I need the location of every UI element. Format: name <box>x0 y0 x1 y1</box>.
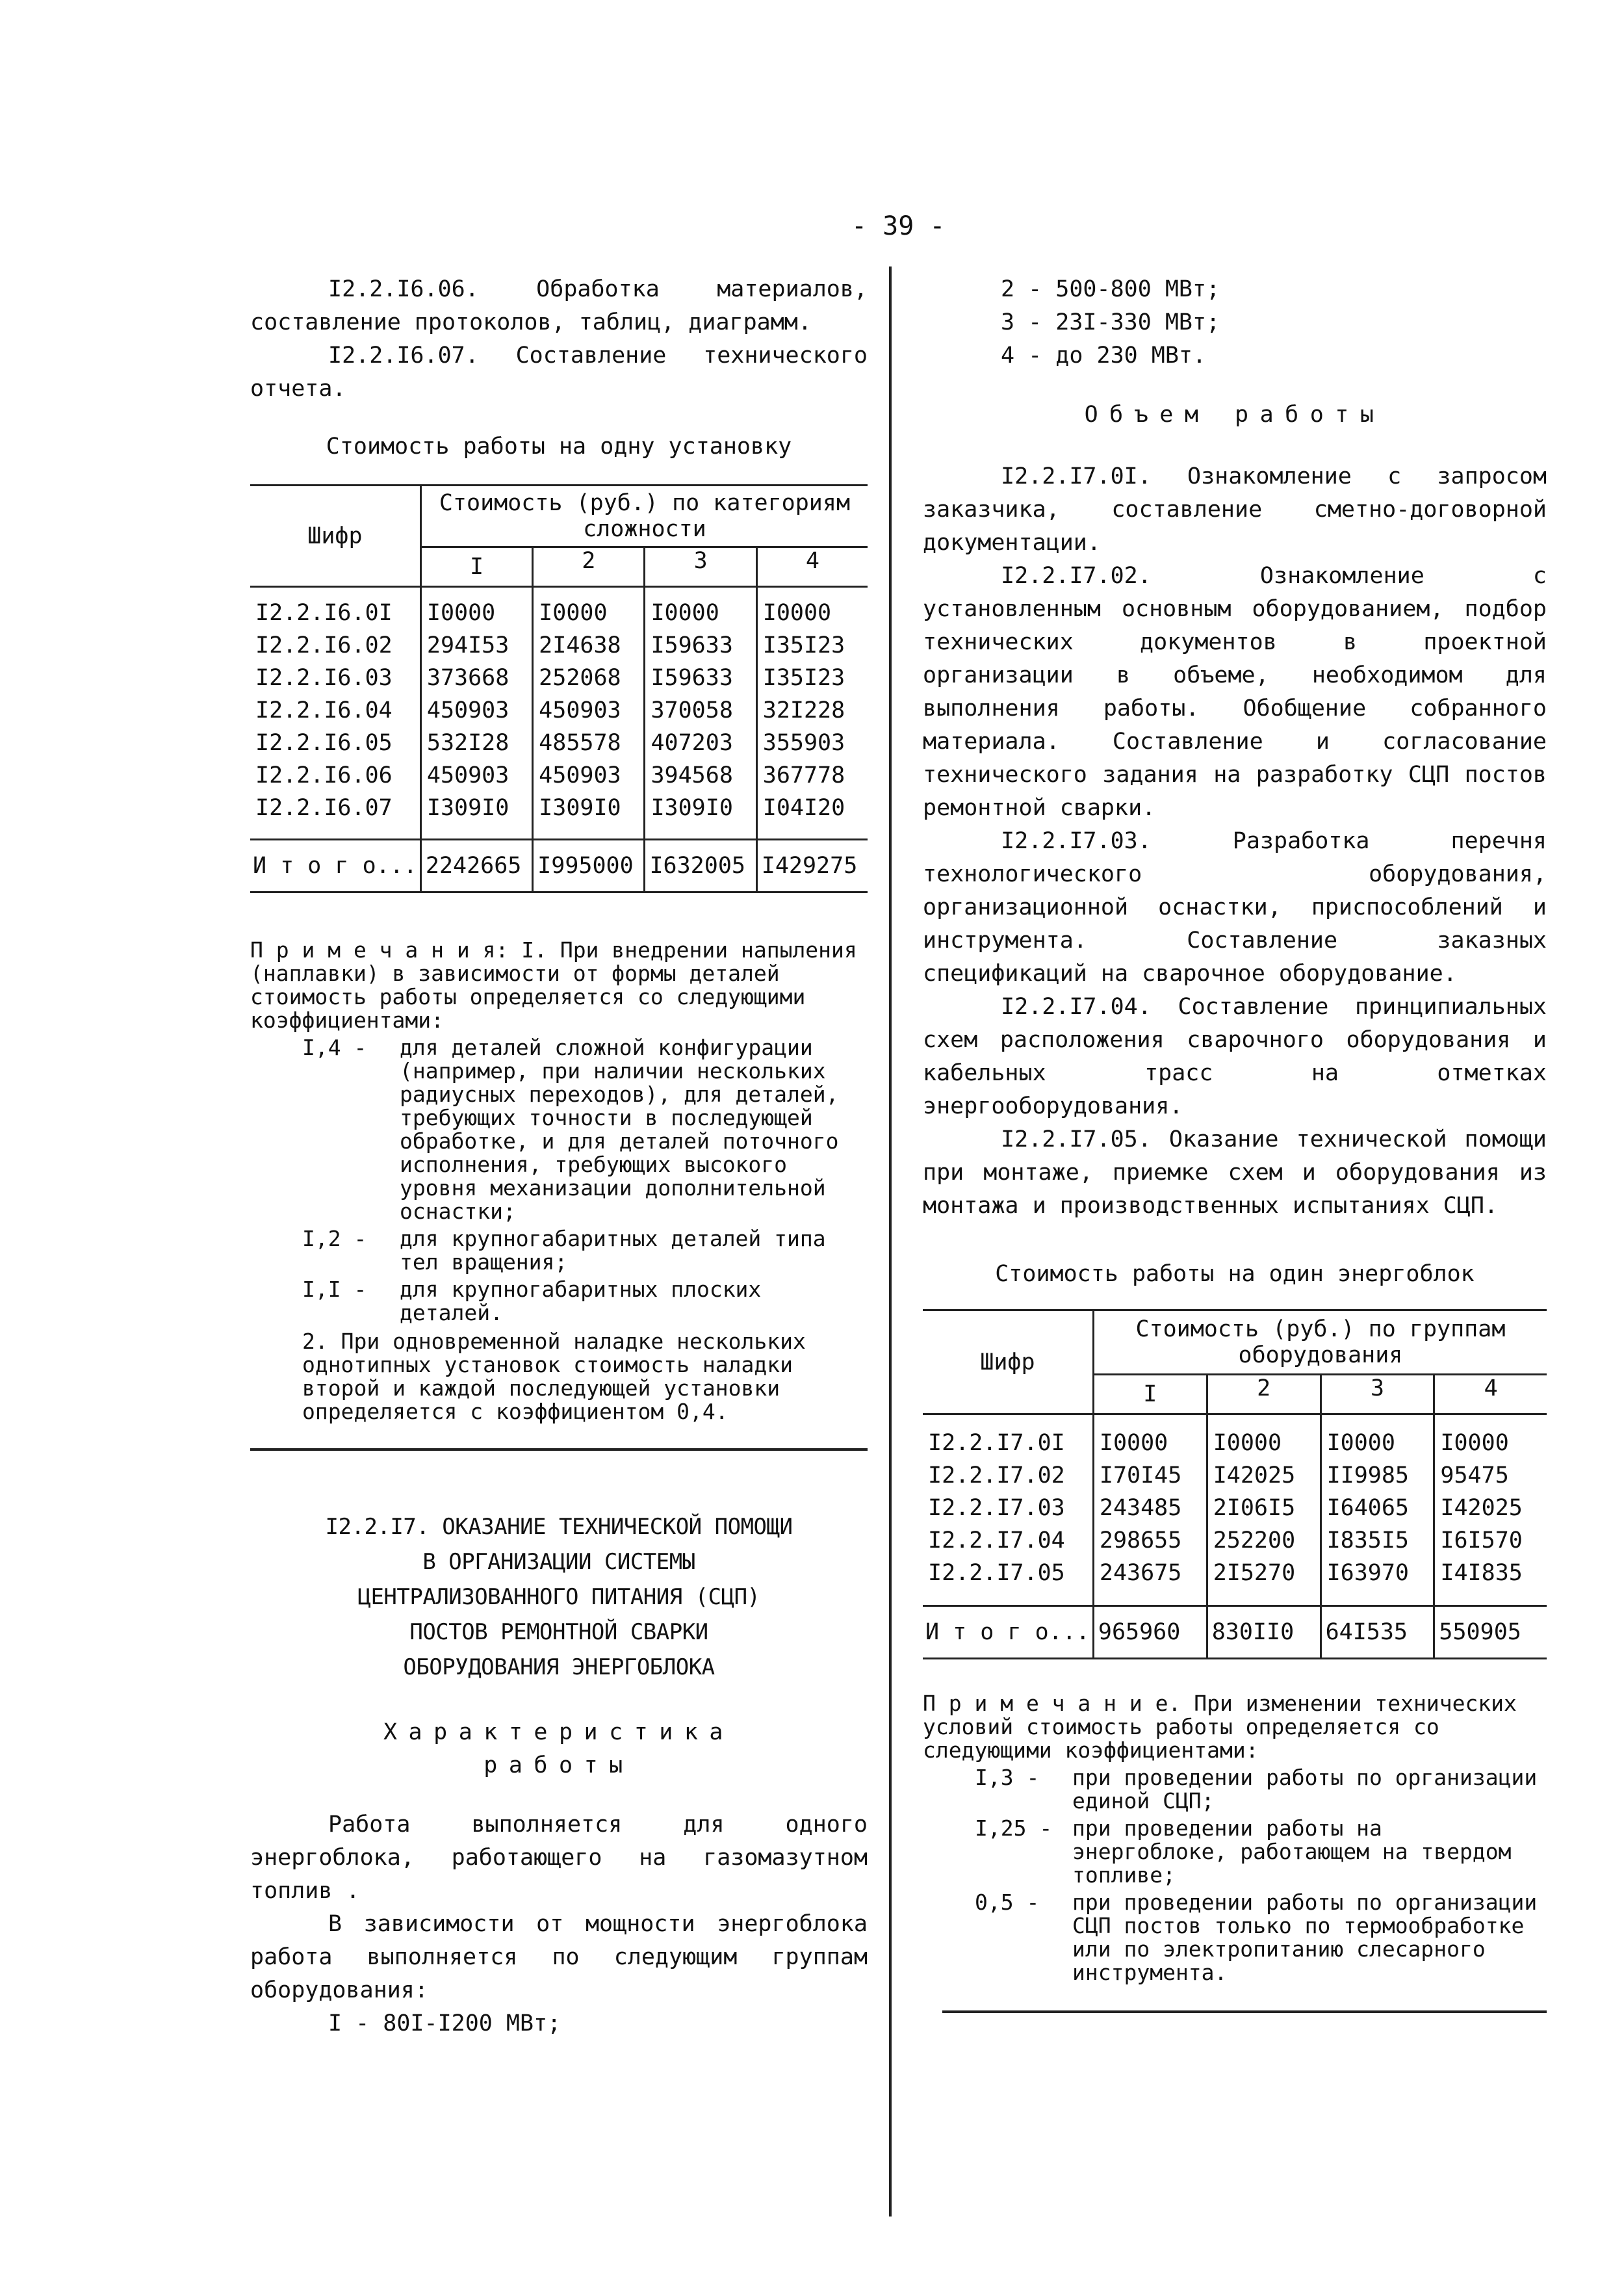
page-number: - 39 - <box>851 211 946 241</box>
section-rule <box>942 2010 1547 2013</box>
characteristics-heading: работы <box>483 1752 634 1778</box>
notes-block <box>250 939 868 1424</box>
row-value: I63970 <box>1321 1557 1434 1606</box>
row-value: I0000 <box>1093 1414 1207 1460</box>
total-value: 830II0 <box>1207 1606 1321 1659</box>
row-value: 450903 <box>533 759 645 792</box>
table-header-category: 3 <box>645 547 756 587</box>
coefficient-text: при проведении работы по организации единой СЦП; <box>1072 1765 1538 1814</box>
total-value: 550905 <box>1434 1606 1547 1659</box>
total-value: I995000 <box>533 840 645 892</box>
table-header-cipher: Шифр <box>923 1310 1093 1414</box>
characteristics-heading: Характеристика <box>383 1719 734 1745</box>
row-value: I4I835 <box>1434 1557 1547 1606</box>
section-title <box>250 1509 868 1685</box>
coefficient-item <box>975 1766 1547 1813</box>
row-value: 2I06I5 <box>1207 1492 1321 1524</box>
coefficient-text: при проведении работы по организации СЦП постов только по термообработке или по электропитанию слесарного инструмента. <box>1072 1890 1538 1985</box>
table-header-category: 4 <box>756 547 868 587</box>
row-value: I0000 <box>1321 1414 1434 1460</box>
scope-item: I2.2.I7.05. Оказание технической помощи при монтаже, приемке схем и оборудования из монтажа и производственных испытаниях СЦП. <box>923 1126 1547 1219</box>
table-header-cipher: Шифр <box>250 486 420 587</box>
coefficient-item <box>302 1036 868 1223</box>
scope-item: I2.2.I7.04. Составление принципиальных схем расположения сварочного оборудования и кабельных трасс на отметках энергооборудования. <box>923 994 1547 1119</box>
table-row <box>250 587 868 630</box>
table-row <box>250 662 868 694</box>
row-code: I2.2.I6.07 <box>250 792 420 840</box>
section-title-line: В ОРГАНИЗАЦИИ СИСТЕМЫ <box>422 1549 695 1575</box>
row-value: 243485 <box>1093 1492 1207 1524</box>
total-value: I429275 <box>756 840 868 892</box>
row-code: I2.2.I7.05 <box>923 1557 1093 1606</box>
row-value: 367778 <box>756 759 868 792</box>
row-value: I0000 <box>420 587 532 630</box>
intro-paragraph: I2.2.I6.06. Обработка материалов, составление протоколов, таблиц, диаграмм. <box>250 276 868 335</box>
coefficient-item <box>302 1227 868 1274</box>
row-value: I59633 <box>645 662 756 694</box>
row-value: I309I0 <box>420 792 532 840</box>
row-code: I2.2.I6.04 <box>255 697 393 723</box>
coefficient-value: I,2 - <box>302 1226 367 1251</box>
row-value: I0000 <box>645 587 756 630</box>
scope-item: I2.2.I7.0I. Ознакомление с запросом заказчика, составление сметно-договорной документации. <box>923 463 1547 556</box>
coefficient-item <box>975 1817 1547 1887</box>
row-value: 355903 <box>756 727 868 759</box>
row-code: I2.2.I6.06 <box>255 762 393 788</box>
cost-table <box>250 484 868 893</box>
section-title-line: I2.2.I7. ОКАЗАНИЕ ТЕХНИЧЕСКОЙ ПОМОЩИ <box>325 1514 793 1540</box>
row-value: 485578 <box>533 727 645 759</box>
row-value: I309I0 <box>645 792 756 840</box>
table-title: Стоимость работы на один энергоблок <box>995 1261 1475 1287</box>
notes-intro: П р и м е ч а н и е. При изменении технических условий стоимость работы определяется со следующими коэффициентами: <box>923 1691 1517 1763</box>
table-total-row <box>923 1606 1547 1659</box>
row-value: 252200 <box>1207 1524 1321 1557</box>
note-2: 2. При одновременной наладке нескольких однотипных установок стоимость наладки второй и каждой последующей установки определяется с коэффициентом 0,4. <box>302 1329 806 1424</box>
row-value: I0000 <box>1207 1414 1321 1460</box>
row-value: I42025 <box>1207 1459 1321 1492</box>
row-code: I2.2.I6.05 <box>255 730 393 756</box>
coefficient-value: I,I - <box>302 1277 367 1302</box>
right-column <box>923 273 1547 2013</box>
row-value: 298655 <box>1093 1524 1207 1557</box>
row-code: I2.2.I6.0I <box>255 600 393 626</box>
row-value: I35I23 <box>756 629 868 662</box>
row-value: I70I45 <box>1093 1459 1207 1492</box>
table-row <box>923 1492 1547 1524</box>
notes-block <box>923 1692 1547 1984</box>
row-value: 394568 <box>645 759 756 792</box>
table-row <box>250 629 868 662</box>
row-value: 243675 <box>1093 1557 1207 1606</box>
coefficient-text: для крупногабаритных плоских деталей. <box>400 1277 762 1325</box>
row-value: I309I0 <box>533 792 645 840</box>
cost-table <box>923 1309 1547 1659</box>
row-value: I6I570 <box>1434 1524 1547 1557</box>
equipment-group: 3 - 23I-330 МВт; <box>1001 309 1220 335</box>
row-value: 32I228 <box>756 694 868 727</box>
coefficient-text: для крупногабаритных деталей типа тел вращения; <box>400 1226 826 1275</box>
row-value: 532I28 <box>420 727 532 759</box>
equipment-group: 2 - 500-800 МВт; <box>1001 276 1220 302</box>
left-column <box>250 273 868 2040</box>
equipment-group: 4 - до 230 МВт. <box>1001 343 1207 369</box>
row-code: I2.2.I6.03 <box>255 665 393 691</box>
row-value: 450903 <box>420 759 532 792</box>
coefficient-value: I,4 - <box>302 1035 367 1060</box>
table-header-category: 4 <box>1434 1375 1547 1414</box>
table-row <box>923 1557 1547 1606</box>
scope-heading: Объем работы <box>1084 402 1386 428</box>
row-value: I04I20 <box>756 792 868 840</box>
row-value: 2I4638 <box>533 629 645 662</box>
scope-item: I2.2.I7.03. Разработка перечня технологического оборудования, организационной оснастки, приспособлений и инструмента. Составление заказных спецификаций на сварочное оборудование. <box>923 828 1547 987</box>
section-title-line: ОБОРУДОВАНИЯ ЭНЕРГОБЛОКА <box>403 1654 715 1680</box>
table-header-category: I <box>420 547 532 587</box>
row-value: I35I23 <box>756 662 868 694</box>
column-divider <box>889 266 892 2216</box>
row-value: I0000 <box>756 587 868 630</box>
row-value: 2I5270 <box>1207 1557 1321 1606</box>
table-header-category: 2 <box>533 547 645 587</box>
table-header-category: 3 <box>1321 1375 1434 1414</box>
intro-paragraph: I2.2.I6.07. Составление технического отчета. <box>250 343 868 402</box>
table-row <box>250 792 868 840</box>
equipment-group: I - 80I-I200 МВт; <box>328 2010 561 2036</box>
coefficient-text: для деталей сложной конфигурации (например, при наличии нескольких радиусных переходов), для деталей, требующих точности в последующей обработке, и для деталей поточного исполнения, требующих высокого уровня механизации дополнительной оснастки; <box>400 1035 839 1224</box>
row-value: I64065 <box>1321 1492 1434 1524</box>
row-code: I2.2.I7.04 <box>928 1528 1065 1554</box>
row-value: 373668 <box>420 662 532 694</box>
characteristics-paragraph: Работа выполняется для одного энергоблока, работающего на газомазутном топлив . <box>250 1812 868 1904</box>
section-rule <box>250 1448 868 1451</box>
notes-intro: П р и м е ч а н и я: I. При внедрении напыления (наплавки) в зависимости от формы деталей стоимость работы определяется со следующими коэффициентами: <box>250 937 857 1033</box>
coefficient-text: при проведении работы на энергоблоке, работающем на твердом топливе; <box>1072 1815 1512 1888</box>
section-title-line: ЦЕНТРАЛИЗОВАННОГО ПИТАНИЯ (СЦП) <box>357 1584 760 1610</box>
coefficient-value: I,3 - <box>975 1765 1040 1790</box>
row-value: I0000 <box>1434 1414 1547 1460</box>
total-value: I632005 <box>645 840 756 892</box>
table-title: Стоимость работы на одну установку <box>326 434 792 460</box>
row-value: 252068 <box>533 662 645 694</box>
table-header-category: I <box>1093 1375 1207 1414</box>
row-value: I0000 <box>533 587 645 630</box>
row-code: I2.2.I6.02 <box>255 632 393 658</box>
table-row <box>923 1524 1547 1557</box>
total-value: 2242665 <box>420 840 532 892</box>
characteristics-paragraph: В зависимости от мощности энергоблока работа выполняется по следующим группам оборудования: <box>250 1911 868 2003</box>
row-value: 450903 <box>533 694 645 727</box>
section-title-line: ПОСТОВ РЕМОНТНОЙ СВАРКИ <box>409 1619 708 1645</box>
table-row <box>250 727 868 759</box>
row-value: 95475 <box>1434 1459 1547 1492</box>
row-value: I835I5 <box>1321 1524 1434 1557</box>
scope-item: I2.2.I7.02. Ознакомление с установленным основным оборудованием, подбор технических документов в проектной организации в объеме, необходимом для выполнения работы. Обобщение собранного материала. Составление и согласование технического задания на разработку СЦП постов ремонтной сварки. <box>923 563 1547 821</box>
table-header-cost: Стоимость (руб.) по группам оборудования <box>1093 1310 1547 1375</box>
total-label: И т о г о... <box>250 840 420 892</box>
row-value: 370058 <box>645 694 756 727</box>
table-total-row <box>250 840 868 892</box>
coefficient-item <box>302 1278 868 1325</box>
row-value: 450903 <box>420 694 532 727</box>
row-value: 294I53 <box>420 629 532 662</box>
table-row <box>923 1414 1547 1460</box>
row-code: I2.2.I7.02 <box>928 1462 1065 1488</box>
table-header-category: 2 <box>1207 1375 1321 1414</box>
total-label: И т о г о... <box>923 1606 1093 1659</box>
row-code: I2.2.I7.03 <box>928 1495 1065 1521</box>
row-value: I42025 <box>1434 1492 1547 1524</box>
table-row <box>250 759 868 792</box>
coefficient-value: 0,5 - <box>975 1890 1040 1915</box>
total-value: 64I535 <box>1321 1606 1434 1659</box>
row-code: I2.2.I7.0I <box>928 1430 1065 1456</box>
table-row <box>250 694 868 727</box>
row-value: I59633 <box>645 629 756 662</box>
total-value: 965960 <box>1093 1606 1207 1659</box>
row-value: II9985 <box>1321 1459 1434 1492</box>
row-value: 407203 <box>645 727 756 759</box>
table-header-cost: Стоимость (руб.) по категориям сложности <box>420 486 868 547</box>
coefficient-value: I,25 - <box>975 1815 1053 1841</box>
table-row <box>923 1459 1547 1492</box>
coefficient-item <box>975 1891 1547 1984</box>
